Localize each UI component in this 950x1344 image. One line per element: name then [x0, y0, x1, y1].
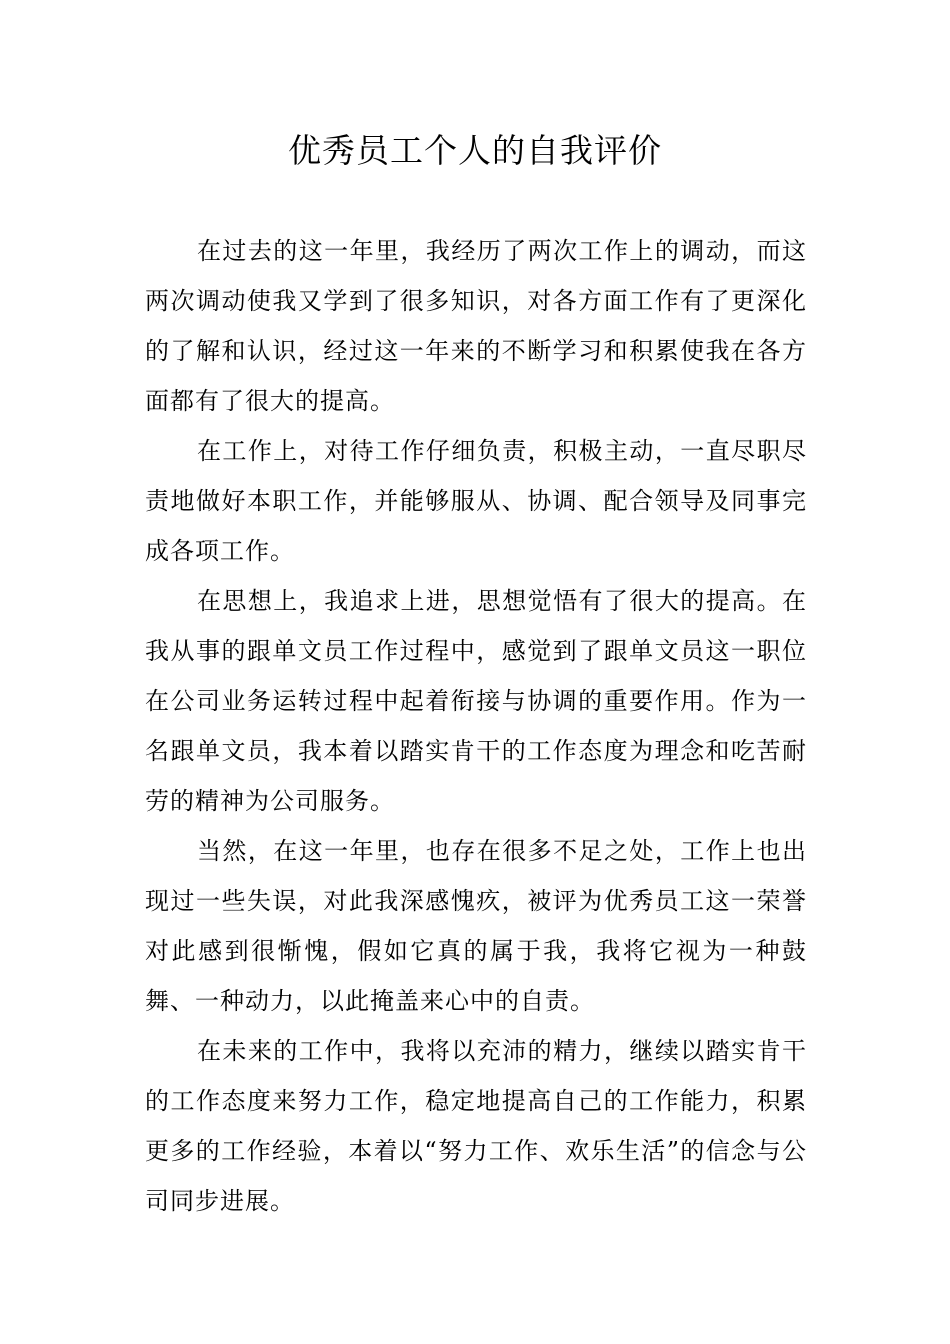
document-title: 优秀员工个人的自我评价 [288, 131, 662, 170]
paragraph-4: 当然，在这一年里，也存在很多不足之处，工作上也出现过一些失误，对此我深感愧疚，被评为优秀员工这一荣誉对此感到很惭愧，假如它真的属于我，我将它视为一种鼓舞、一种动力，以此掩盖来心中的自责。 [145, 837, 807, 1015]
paragraph-2: 在工作上，对待工作仔细负责，积极主动，一直尽职尽责地做好本职工作，并能够服从、协调、配合领导及同事完成各项工作。 [145, 437, 807, 565]
paragraph-5: 在未来的工作中，我将以充沛的精力，继续以踏实肯干的工作态度来努力工作，稳定地提高自己的工作能力，积累更多的工作经验，本着以“努力工作、欢乐生活”的信念与公司同步进展。 [145, 1037, 807, 1215]
paragraph-3: 在思想上，我追求上进，思想觉悟有了很大的提高。在我从事的跟单文员工作过程中，感觉到了跟单文员这一职位在公司业务运转过程中起着衔接与协调的重要作用。作为一名跟单文员，我本着以踏实肯干的工作态度为理念和吃苦耐劳的精神为公司服务。 [145, 587, 807, 815]
document-body [145, 226, 807, 1226]
paragraph-1: 在过去的这一年里，我经历了两次工作上的调动，而这两次调动使我又学到了很多知识，对各方面工作有了更深化的了解和认识，经过这一年来的不断学习和积累使我在各方面都有了很大的提高。 [145, 237, 807, 415]
